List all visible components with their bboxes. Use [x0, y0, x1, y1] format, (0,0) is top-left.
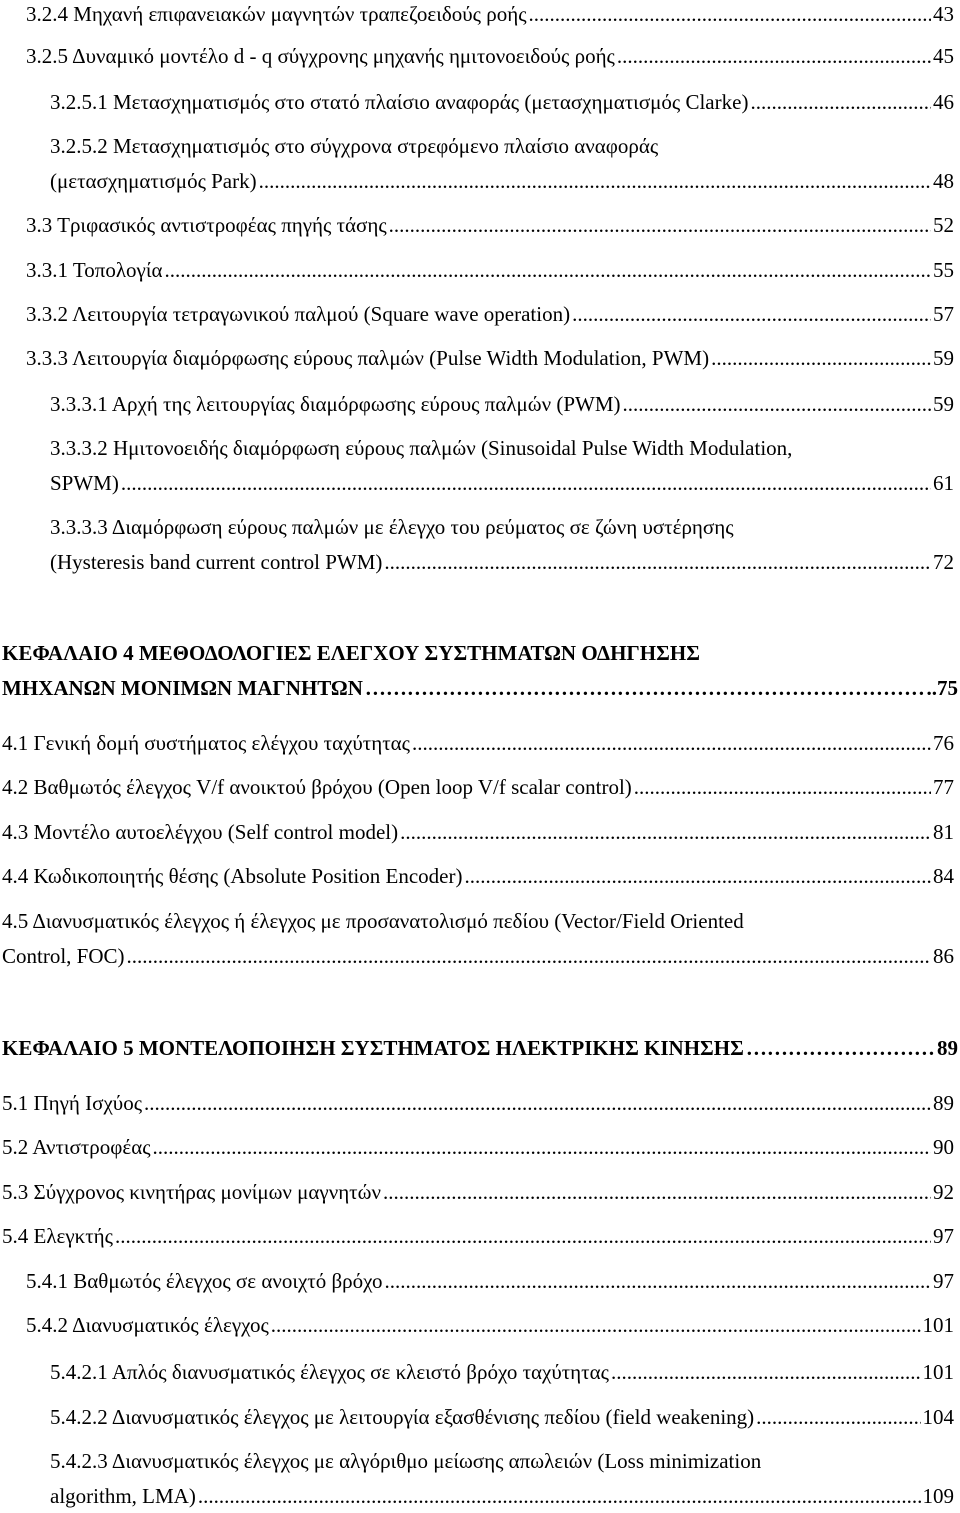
- chapter-heading-entry[interactable]: [2, 1034, 958, 1062]
- toc-entry[interactable]: [26, 300, 954, 328]
- entry-title: Διανυσματικός έλεγχος ή έλεγχος με προσανατολισμό πεδίου (Vector/Field Oriented: [32, 909, 744, 933]
- entry-number: 5.4.2.1: [50, 1360, 108, 1384]
- dot-leader: [400, 818, 931, 846]
- entry-title-continued: (Hysteresis band current control PWM): [50, 550, 383, 574]
- entry-number: 4.5: [2, 909, 29, 933]
- entry-number: 5.1: [2, 1091, 29, 1115]
- dot-leader: [144, 1089, 931, 1117]
- toc-entry[interactable]: [50, 88, 954, 116]
- entry-title: Μετασχηματισμός στο στατό πλαίσιο αναφοράς (μετασχηματισμός Clarke): [113, 90, 749, 114]
- dot-leader: [529, 0, 931, 28]
- toc-entry[interactable]: [2, 862, 954, 890]
- entry-title: Δυναμικό μοντέλο d - q σύγχρονης μηχανής ημιτονοειδούς ροής: [72, 44, 615, 68]
- entry-number: 5.4.1: [26, 1269, 68, 1293]
- toc-entry-first-line[interactable]: [2, 907, 744, 935]
- entry-number: 5.3: [2, 1180, 29, 1204]
- dot-leader: [259, 167, 931, 195]
- entry-number: 4.1: [2, 731, 29, 755]
- chapter-heading[interactable]: [2, 639, 700, 667]
- toc-entry[interactable]: [2, 1178, 954, 1206]
- toc-entry-first-line[interactable]: [50, 1447, 761, 1475]
- dot-leader: [121, 469, 931, 497]
- page-number: 89: [937, 1036, 958, 1060]
- entry-number: 3.3.3.1: [50, 392, 108, 416]
- entry-title: Ημιτονοειδής διαμόρφωση εύρους παλμών (Sinusoidal Pulse Width Modulation,: [113, 436, 793, 460]
- toc-entry-first-line[interactable]: [50, 434, 792, 462]
- entry-title: Βαθμωτός έλεγχος V/f ανοικτού βρόχου (Open loop V/f scalar control): [33, 775, 632, 799]
- entry-number: 4.2: [2, 775, 29, 799]
- page-number: 48: [933, 169, 954, 193]
- entry-number: 3.3: [26, 213, 53, 237]
- toc-entry[interactable]: [50, 1358, 954, 1386]
- toc-entry[interactable]: [26, 1311, 954, 1339]
- entry-title-continued: (μετασχηματισμός Park): [50, 169, 257, 193]
- page-number: 101: [922, 1360, 954, 1384]
- toc-entry[interactable]: [26, 256, 954, 284]
- entry-number: 3.2.5.1: [50, 90, 108, 114]
- toc-entry[interactable]: [26, 1267, 954, 1295]
- entry-title: Διαμόρφωση εύρους παλμών με έλεγχο του ρεύματος σε ζώνη υστέρησης: [111, 515, 734, 539]
- toc-entry[interactable]: [2, 1222, 954, 1250]
- dot-leader: [756, 1403, 920, 1431]
- page-number: 92: [933, 1180, 954, 1204]
- page-number: 55: [933, 258, 954, 282]
- toc-entry[interactable]: [26, 211, 954, 239]
- dot-leader: [617, 42, 931, 70]
- toc-entry[interactable]: [2, 1089, 954, 1117]
- entry-title: Τριφασικός αντιστροφέας πηγής τάσης: [57, 213, 387, 237]
- entry-title: Μοντέλο αυτοελέγχου (Self control model): [33, 820, 399, 844]
- dot-leader: [164, 256, 931, 284]
- dot-leader: [383, 1178, 931, 1206]
- chapter-title: ΚΕΦΑΛΑΙΟ 5 ΜΟΝΤΕΛΟΠΟΙΗΣΗ ΣΥΣΤΗΜΑΤΟΣ ΗΛΕΚΤΡΙΚΗΣ ΚΙΝΗΣΗΣ: [2, 1036, 744, 1060]
- entry-title: Διανυσματικός έλεγχος: [72, 1313, 269, 1337]
- page-number: 101: [922, 1313, 954, 1337]
- entry-title: Διανυσματικός έλεγχος με αλγόριθμο μείωσης απωλειών (Loss minimization: [111, 1449, 762, 1473]
- page-number: 109: [922, 1484, 954, 1508]
- page-number: 46: [933, 90, 954, 114]
- entry-title-continued: Control, FOC): [2, 944, 125, 968]
- dot-leader: [623, 390, 931, 418]
- entry-title: Διανυσματικός έλεγχος με λειτουργία εξασθένισης πεδίου (field weakening): [111, 1405, 755, 1429]
- page-number: 77: [933, 775, 954, 799]
- page-number: 86: [933, 944, 954, 968]
- page-number: 72: [933, 550, 954, 574]
- dot-leader: [464, 862, 931, 890]
- entry-title: Σύγχρονος κινητήρας μονίμων μαγνητών: [33, 1180, 381, 1204]
- page-number: ..75: [926, 676, 958, 700]
- page-number: 76: [933, 731, 954, 755]
- toc-entry[interactable]: [2, 818, 954, 846]
- dot-leader: [711, 344, 931, 372]
- entry-number: 3.3.3.2: [50, 436, 108, 460]
- entry-title: Κωδικοποιητής θέσης (Absolute Position Encoder): [33, 864, 463, 888]
- toc-entry[interactable]: [2, 942, 954, 970]
- entry-title: Βαθμωτός έλεγχος σε ανοιχτό βρόχο: [73, 1269, 383, 1293]
- entry-title: Γενική δομή συστήματος ελέγχου ταχύτητας: [33, 731, 410, 755]
- entry-number: 5.4: [2, 1224, 29, 1248]
- page-number: 45: [933, 44, 954, 68]
- dot-leader: [634, 773, 931, 801]
- page-number: 59: [933, 346, 954, 370]
- toc-entry[interactable]: [2, 1133, 954, 1161]
- toc-entry[interactable]: [2, 729, 954, 757]
- toc-entry[interactable]: [50, 1403, 954, 1431]
- page-number: 84: [933, 864, 954, 888]
- page-number: 90: [933, 1135, 954, 1159]
- page-number: 104: [922, 1405, 954, 1429]
- chapter-title: ΚΕΦΑΛΑΙΟ 4 ΜΕΘΟΔΟΛΟΓΙΕΣ ΕΛΕΓΧΟΥ ΣΥΣΤΗΜΑΤΩΝ ΟΔΗΓΗΣΗΣ: [2, 641, 700, 665]
- dot-leader: [271, 1311, 921, 1339]
- entry-number: 3.2.5: [26, 44, 68, 68]
- entry-title: Λειτουργία τετραγωνικού παλμού (Square wave operation): [72, 302, 571, 326]
- entry-title: Μετασχηματισμός στο σύγχρονα στρεφόμενο πλαίσιο αναφοράς: [113, 134, 659, 158]
- page-number: 89: [933, 1091, 954, 1115]
- chapter-title-continued: ΜΗΧΑΝΩΝ ΜΟΝΙΜΩΝ ΜΑΓΝΗΤΩΝ: [2, 676, 363, 700]
- entry-number: 5.4.2.3: [50, 1449, 108, 1473]
- entry-title: Απλός διανυσματικός έλεγχος σε κλειστό βρόχο ταχύτητας: [111, 1360, 609, 1384]
- toc-entry[interactable]: [50, 548, 954, 576]
- entry-number: 4.4: [2, 864, 29, 888]
- entry-title: Ελεγκτής: [33, 1224, 113, 1248]
- toc-entry[interactable]: [26, 344, 954, 372]
- entry-title-continued: SPWM): [50, 471, 119, 495]
- entry-number: 3.2.5.2: [50, 134, 108, 158]
- dot-leader: [750, 88, 931, 116]
- toc-entry[interactable]: [2, 773, 954, 801]
- dot-leader: [389, 211, 931, 239]
- entry-title: Μηχανή επιφανειακών μαγνητών τραπεζοειδούς ροής: [73, 2, 527, 26]
- chapter-heading-entry[interactable]: [2, 674, 958, 702]
- dot-leader: [115, 1222, 931, 1250]
- dot-leader: [198, 1482, 921, 1510]
- toc-entry[interactable]: [50, 1482, 954, 1510]
- page-number: 59: [933, 392, 954, 416]
- dot-leader: [611, 1358, 921, 1386]
- entry-number: 3.3.3.3: [50, 515, 108, 539]
- dot-leader: [746, 1034, 935, 1062]
- dot-leader: [572, 300, 931, 328]
- entry-number: 3.2.4: [26, 2, 68, 26]
- entry-title-continued: algorithm, LMA): [50, 1484, 196, 1508]
- entry-title: Αντιστροφέας: [32, 1135, 151, 1159]
- entry-number: 3.3.2: [26, 302, 68, 326]
- toc-entry[interactable]: [50, 469, 954, 497]
- toc-entry[interactable]: [50, 167, 954, 195]
- toc-entry[interactable]: [26, 42, 954, 70]
- dot-leader: [365, 674, 925, 702]
- entry-number: 5.2: [2, 1135, 29, 1159]
- toc-entry[interactable]: [50, 390, 954, 418]
- page-number: 43: [933, 2, 954, 26]
- dot-leader: [153, 1133, 931, 1161]
- entry-title: Πηγή Ισχύος: [33, 1091, 143, 1115]
- entry-number: 3.3.1: [26, 258, 68, 282]
- page-number: 61: [933, 471, 954, 495]
- page-number: 97: [933, 1269, 954, 1293]
- toc-entry-first-line[interactable]: [50, 132, 658, 160]
- entry-title: Λειτουργία διαμόρφωσης εύρους παλμών (Pulse Width Modulation, PWM): [72, 346, 710, 370]
- entry-number: 4.3: [2, 820, 29, 844]
- page-number: 81: [933, 820, 954, 844]
- entry-title: Αρχή της λειτουργίας διαμόρφωσης εύρους παλμών (PWM): [111, 392, 621, 416]
- entry-number: 5.4.2: [26, 1313, 68, 1337]
- toc-entry[interactable]: [26, 0, 954, 28]
- entry-number: 5.4.2.2: [50, 1405, 108, 1429]
- dot-leader: [384, 548, 931, 576]
- dot-leader: [127, 942, 931, 970]
- dot-leader: [385, 1267, 932, 1295]
- page-number: 97: [933, 1224, 954, 1248]
- page-number: 57: [933, 302, 954, 326]
- dot-leader: [412, 729, 931, 757]
- toc-entry-first-line[interactable]: [50, 513, 734, 541]
- page-number: 52: [933, 213, 954, 237]
- entry-number: 3.3.3: [26, 346, 68, 370]
- entry-title: Τοπολογία: [72, 258, 163, 282]
